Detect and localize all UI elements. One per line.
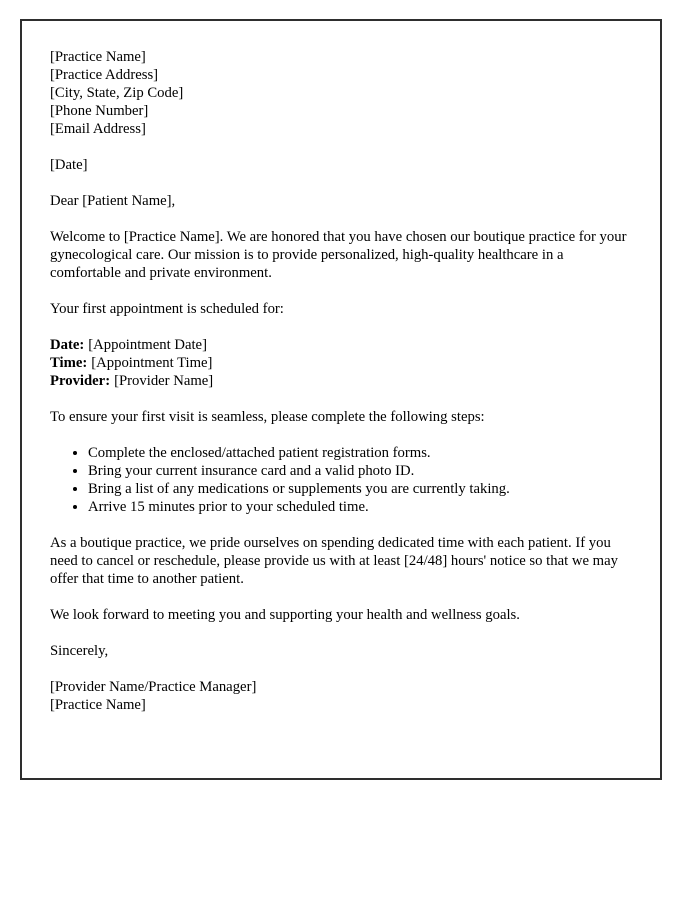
appointment-date-value: [Appointment Date]: [88, 337, 207, 353]
appointment-date-row: [50, 336, 634, 354]
checklist-item-medications-list: • Bring a list of any medications or supplements you are currently taking.: [88, 480, 634, 498]
welcome-paragraph: Welcome to [Practice Name]. We are honored that you have chosen our boutique practice for your gynecological care. Our mission is to provide personalized, high-quality healthcare in a comfortable and private environment.: [50, 229, 627, 281]
steps-intro-paragraph: To ensure your first visit is seamless, please complete the following steps:: [50, 409, 485, 425]
appointment-provider-label: Provider:: [50, 373, 111, 389]
checklist-item-insurance-card: • Bring your current insurance card and a valid photo ID.: [88, 462, 634, 480]
practice-phone-line: [Phone Number]: [50, 103, 149, 119]
signature-practice-line: [Practice Name]: [50, 697, 146, 713]
appointment-date-label: Date:: [50, 337, 85, 353]
letter-page: [20, 19, 662, 780]
appointment-time-label: Time:: [50, 355, 88, 371]
signature-block: [50, 678, 634, 714]
checklist: [50, 444, 634, 516]
practice-name-line: [Practice Name]: [50, 49, 146, 65]
practice-email-line: [Email Address]: [50, 121, 146, 137]
checklist-item-arrive-early: • Arrive 15 minutes prior to your scheduled time.: [88, 498, 634, 516]
salutation: Dear [Patient Name],: [50, 193, 176, 209]
practice-header-block: [50, 48, 634, 138]
closing-paragraph: We look forward to meeting you and supporting your health and wellness goals.: [50, 607, 520, 623]
cancellation-policy-paragraph: As a boutique practice, we pride ourselves on spending dedicated time with each patient. If you need to cancel or reschedule, please provide us with at least [24/48] hours' notice so that we may offer that time to another patient.: [50, 535, 618, 587]
appointment-provider-value: [Provider Name]: [114, 373, 214, 389]
practice-address-line: [Practice Address]: [50, 67, 159, 83]
letter-date: [Date]: [50, 157, 88, 173]
appointment-intro-paragraph: Your first appointment is scheduled for:: [50, 301, 284, 317]
appointment-time-row: [50, 354, 634, 372]
signature-provider-line: [Provider Name/Practice Manager]: [50, 679, 257, 695]
appointment-time-value: [Appointment Time]: [91, 355, 213, 371]
appointment-details-block: [50, 336, 634, 390]
practice-city-state-zip-line: [City, State, Zip Code]: [50, 85, 184, 101]
checklist-item-registration-forms: • Complete the enclosed/attached patient registration forms.: [88, 444, 634, 462]
appointment-provider-row: [50, 372, 634, 390]
signoff: Sincerely,: [50, 643, 109, 659]
